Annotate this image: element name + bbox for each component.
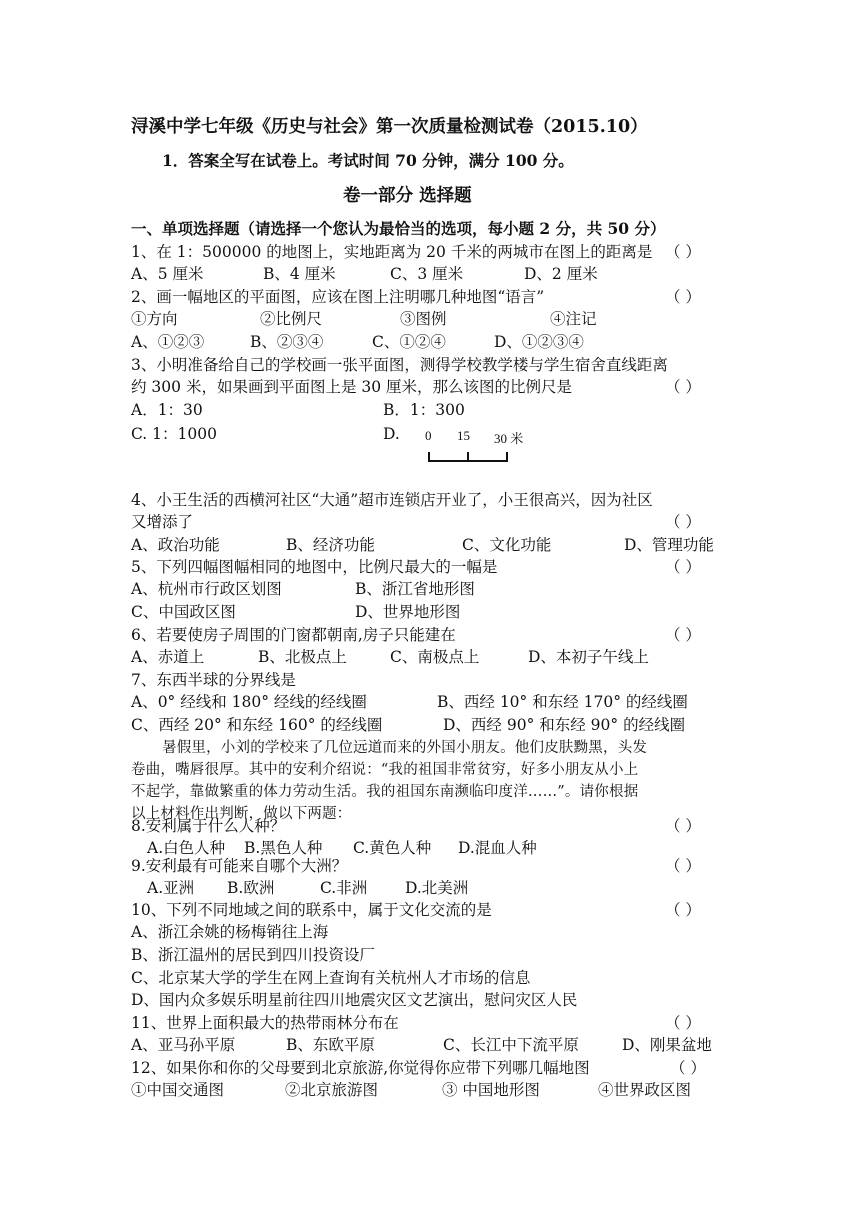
- q7-option-b: B、西经 10° 和东经 170° 的经线圈: [437, 693, 688, 711]
- q9-option-d: D.北美洲: [405, 879, 469, 897]
- q4-option-c: C、文化功能: [462, 536, 552, 554]
- q12-answer-paren: （ ）: [670, 1059, 706, 1077]
- q7-option-a: A、0° 经线和 180° 经线的经线圈: [131, 693, 367, 711]
- q5-option-d: D、世界地形图: [355, 603, 461, 621]
- q5-option-c: C、中国政区图: [131, 603, 236, 621]
- q1-option-c: C、3 厘米: [390, 265, 464, 283]
- q12-item-1: ①中国交通图: [131, 1081, 225, 1099]
- q12-item-3: ③ 中国地形图: [442, 1081, 540, 1099]
- q6-option-d: D、本初子午线上: [528, 648, 649, 666]
- q6-option-a: A、赤道上: [131, 648, 205, 666]
- material-line1: 暑假里，小刘的学校来了几位远道而来的外国小朋友。他们皮肤黝黑，头发: [162, 740, 648, 756]
- q3-stem-line2: 约 300 米，如果画到平面图上是 30 厘米，那么该图的比例尺是: [131, 378, 573, 396]
- q5-option-b: B、浙江省地形图: [355, 580, 475, 598]
- q3-option-b: B．1：300: [383, 401, 465, 419]
- material-line3: 不起学，靠做繁重的体力劳动生活。我的祖国东南濒临印度洋……”。请你根据: [131, 784, 639, 800]
- q2-option-b: B、②③④: [250, 333, 324, 351]
- q4-answer-paren: （ ）: [665, 513, 701, 531]
- q2-option-a: A、①②③: [131, 333, 205, 351]
- part-title: 卷一部分 选择题: [343, 186, 472, 206]
- section-title: 一、单项选择题（请选择一个您认为最恰当的选项，每小题 2 分，共 50 分）: [131, 219, 666, 238]
- q10-option-d: D、国内众多娱乐明星前往四川地震灾区文艺演出，慰问灾区人民: [131, 991, 578, 1009]
- q4-option-a: A、政治功能: [131, 536, 220, 554]
- q9-option-a: A.亚洲: [147, 879, 195, 897]
- q8-option-a: A.白色人种: [147, 839, 226, 857]
- q4-stem-line2: 又增添了: [131, 513, 194, 531]
- q5-stem: 5、下列四幅图幅相同的地图中，比例尺最大的一幅是: [131, 558, 498, 576]
- q9-option-b: B.欧洲: [227, 879, 275, 897]
- q2-item-2: ②比例尺: [260, 310, 323, 328]
- q3-option-c: C. 1：1000: [131, 425, 217, 443]
- q10-option-c: C、北京某大学的学生在网上查询有关杭州人才市场的信息: [131, 969, 531, 987]
- q4-option-b: B、经济功能: [286, 536, 375, 554]
- scale-label-30: 30 米: [494, 431, 524, 446]
- q9-stem: 9.安利最有可能来自哪个大洲？: [131, 857, 348, 875]
- q7-option-c: C、西经 20° 和东经 160° 的经线圈: [131, 716, 383, 734]
- q4-stem-line1: 4、小王生活的西横河社区“大通”超市连锁店开业了，小王很高兴，因为社区: [131, 491, 653, 509]
- q2-item-1: ①方向: [131, 310, 178, 328]
- q8-option-c: C.黄色人种: [353, 839, 432, 857]
- scale-label-0: 0: [425, 428, 432, 443]
- q7-stem: 7、东西半球的分界线是: [131, 671, 296, 689]
- q10-answer-paren: （ ）: [665, 901, 701, 919]
- q5-answer-paren: （ ）: [665, 558, 701, 576]
- q3-option-d: D.: [383, 425, 400, 443]
- q2-item-3: ③图例: [400, 310, 447, 328]
- q4-option-d: D、管理功能: [624, 536, 714, 554]
- q10-option-a: A、浙江余姚的杨梅销往上海: [131, 923, 329, 941]
- q5-option-a: A、杭州市行政区划图: [131, 580, 282, 598]
- q12-item-2: ②北京旅游图: [285, 1081, 379, 1099]
- q2-answer-paren: （ ）: [665, 288, 701, 306]
- q1-stem: 1、在 1：500000 的地图上，实地距离为 20 千米的两城市在图上的距离是: [131, 243, 653, 261]
- q11-stem: 11、世界上面积最大的热带雨林分布在: [131, 1014, 399, 1032]
- q1-answer-paren: （ ）: [665, 243, 701, 261]
- q6-option-b: B、北极点上: [258, 648, 347, 666]
- q9-option-c: C.非洲: [320, 879, 368, 897]
- q6-stem: 6、若要使房子周围的门窗都朝南,房子只能建在: [131, 626, 456, 644]
- q10-stem: 10、下列不同地域之间的联系中，属于文化交流的是: [131, 901, 492, 919]
- q7-option-d: D、西经 90° 和东经 90° 的经线圈: [443, 716, 686, 734]
- q3-scale-bar: [420, 428, 540, 468]
- q6-answer-paren: （ ）: [665, 626, 701, 644]
- q6-option-c: C、南极点上: [390, 648, 480, 666]
- q2-option-d: D、①②③④: [494, 333, 584, 351]
- q2-stem: 2、画一幅地区的平面图，应该在图上注明哪几种地图“语言”: [131, 288, 545, 306]
- q11-answer-paren: （ ）: [665, 1014, 701, 1032]
- material-line2: 卷曲，嘴唇很厚。其中的安利介绍说：“我的祖国非常贫穷，好多小朋友从小上: [131, 762, 639, 778]
- q11-option-b: B、东欧平原: [286, 1036, 375, 1054]
- material-line4: 以上材料作出判断，做以下两题：: [131, 806, 352, 822]
- q8-answer-paren: （ ）: [665, 817, 701, 835]
- q3-answer-paren: （ ）: [665, 378, 701, 396]
- scale-bar-line: [420, 428, 540, 468]
- q11-option-c: C、长江中下流平原: [443, 1036, 579, 1054]
- q8-stem: 8.安利属于什么人种？: [131, 817, 286, 835]
- q3-option-a: A．1：30: [131, 401, 203, 419]
- q10-option-b: B、浙江温州的居民到四川投资设厂: [131, 946, 375, 964]
- scale-label-15: 15: [457, 428, 470, 443]
- q2-item-4: ④注记: [550, 310, 597, 328]
- q2-option-c: C、①②④: [372, 333, 446, 351]
- exam-title: 浔溪中学七年级《历史与社会》第一次质量检测试卷（2015.10）: [131, 117, 648, 137]
- q11-option-d: D、刚果盆地: [622, 1036, 712, 1054]
- q1-option-b: B、4 厘米: [263, 265, 336, 283]
- q12-stem: 12、如果你和你的父母要到北京旅游,你觉得你应带下列哪几幅地图: [131, 1059, 590, 1077]
- exam-note: 1．答案全写在试卷上。考试时间 70 分钟，满分 100 分。: [162, 151, 574, 170]
- q1-option-d: D、2 厘米: [524, 265, 598, 283]
- q3-stem-line1: 3、小明准备给自己的学校画一张平面图，测得学校教学楼与学生宿舍直线距离: [131, 356, 668, 374]
- q8-option-b: B.黑色人种: [244, 839, 323, 857]
- q12-item-4: ④世界政区图: [598, 1081, 692, 1099]
- q8-option-d: D.混血人种: [458, 839, 537, 857]
- q9-answer-paren: （ ）: [665, 857, 701, 875]
- q1-option-a: A、5 厘米: [131, 265, 204, 283]
- q11-option-a: A、亚马孙平原: [131, 1036, 236, 1054]
